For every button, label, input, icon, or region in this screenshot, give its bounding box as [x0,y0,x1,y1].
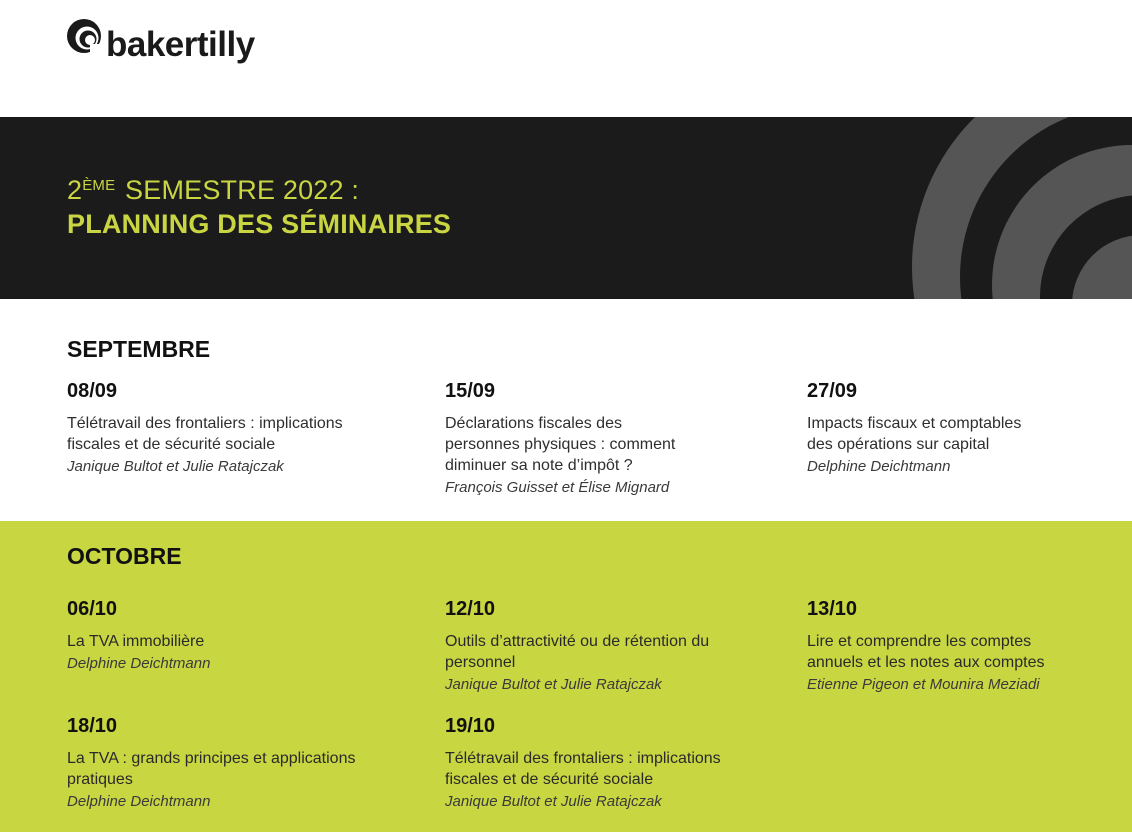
seminar-title: Déclarations fiscales des personnes physiques : comment diminuer sa note d’impôt ? [445,415,676,474]
seminar-speakers: Janique Bultot et Julie Ratajczak [445,676,662,693]
seminar-speakers: Etienne Pigeon et Mounira Meziadi [807,676,1040,693]
seminar-date: 12/10 [445,598,496,620]
seminar-date: 13/10 [807,598,858,620]
seminar-date: 19/10 [445,715,496,737]
seminar-date: 15/09 [445,380,496,402]
month-section-october [0,521,1132,832]
seminar-speakers: Delphine Deichtmann [67,793,211,810]
seminar-speakers: Janique Bultot et Julie Ratajczak [445,793,662,810]
seminar-date: 06/10 [67,598,118,620]
seminar-date: 08/09 [67,380,118,402]
seminar-item [67,598,397,672]
seminar-title: La TVA : grands principes et applications pratiques [67,750,356,788]
seminar-title: Télétravail des frontaliers : implications fiscales et de sécurité sociale [67,415,343,453]
header-banner [0,117,1132,299]
seminar-item [807,598,1117,693]
bakertilly-swirl-icon [66,18,102,54]
seminar-item [445,380,765,496]
bakertilly-logo [66,26,255,62]
logo-wordmark: bakertilly [106,25,255,64]
month-heading: SEPTEMBRE [67,336,211,362]
seminar-speakers: François Guisset et Élise Mignard [445,479,670,496]
month-heading: OCTOBRE [67,543,182,569]
seminar-item [807,380,1107,475]
banner-subtitle: 2ÈME SEMESTRE 2022 : [67,175,360,205]
seminar-title: Outils d’attractivité ou de rétention du personnel [445,633,710,671]
seminar-speakers: Delphine Deichtmann [67,655,211,672]
seminar-speakers: Janique Bultot et Julie Ratajczak [67,458,284,475]
seminar-date: 18/10 [67,715,118,737]
seminar-item [445,598,765,693]
seminar-speakers: Delphine Deichtmann [807,458,951,475]
decorative-arcs [892,117,1132,299]
month-section-september [0,299,1132,521]
seminar-title: La TVA immobilière [67,633,205,650]
seminar-date: 27/09 [807,380,858,402]
seminar-item [67,380,397,475]
seminar-title: Télétravail des frontaliers : implications fiscales et de sécurité sociale [445,750,721,788]
seminar-item [445,715,775,810]
seminar-title: Lire et comprendre les comptes annuels et les notes aux comptes [807,633,1045,671]
page-title: PLANNING DES SÉMINAIRES [67,209,452,239]
seminar-title: Impacts fiscaux et comptables des opérations sur capital [807,415,1022,453]
seminar-item [67,715,397,810]
